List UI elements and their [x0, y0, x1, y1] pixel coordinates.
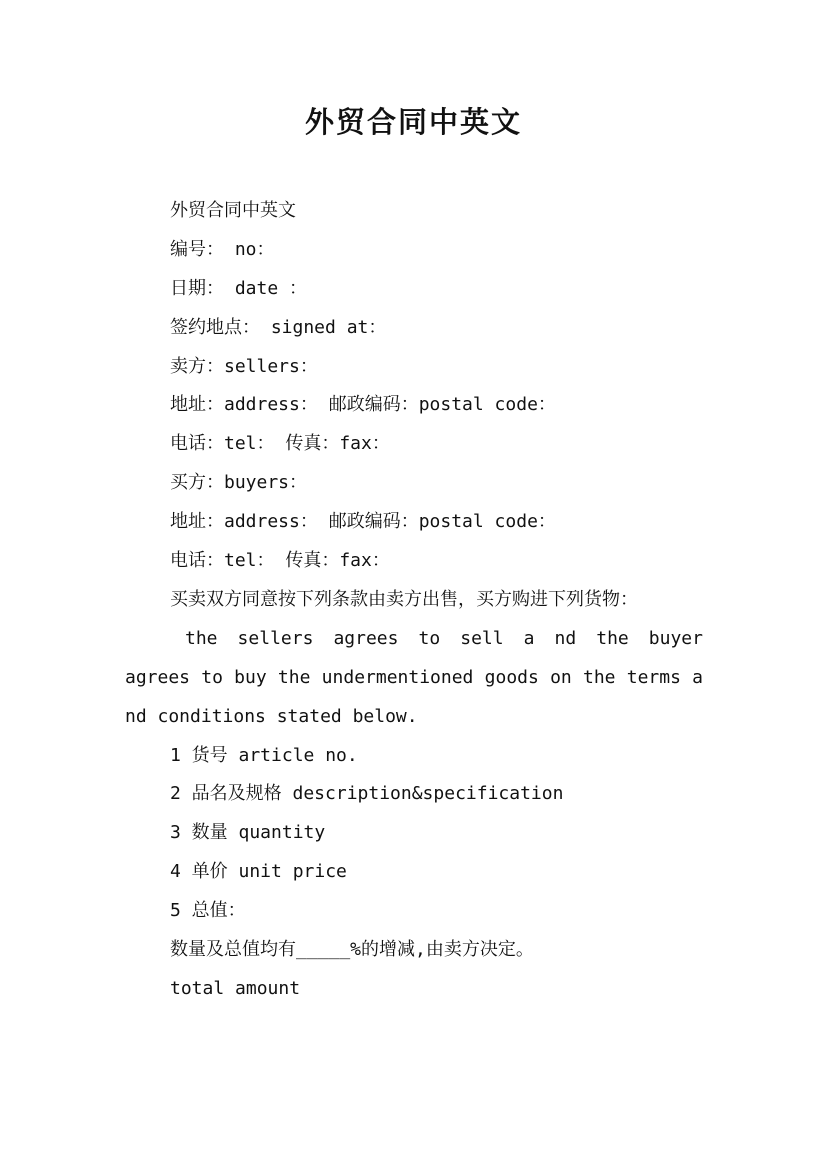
total-amount-line: total amount: [170, 977, 301, 999]
seller-address-line: 地址：address： 邮政编码：postal code：: [170, 394, 556, 416]
sellers-line: 卖方：sellers：: [170, 355, 318, 377]
item-total-value: 5 总值：: [170, 900, 246, 922]
signing-place-line: 签约地点： signed at：: [170, 316, 387, 338]
agreement-chinese-paragraph: 买卖双方同意按下列条款由卖方出售，买方购进下列货物：: [170, 588, 638, 610]
date-line: 日期： date ：: [170, 277, 308, 299]
page-title: 外贸合同中英文: [304, 105, 522, 139]
seller-tel-line: 电话：tel： 传真：fax：: [170, 433, 390, 455]
buyer-address-line: 地址：address： 邮政编码：postal code：: [170, 511, 556, 533]
item-article-no: 1 货号 article no.: [170, 744, 358, 766]
contract-no-line: 编号： no：: [170, 238, 275, 260]
item-description: 2 品名及规格 description&specification: [170, 783, 564, 805]
variance-clause: 数量及总值均有_____%的增减,由卖方决定。: [170, 938, 534, 960]
item-unit-price: 4 单价 unit price: [170, 861, 347, 883]
document-body: [125, 192, 703, 1009]
doc-heading-line: 外贸合同中英文: [170, 200, 296, 221]
buyer-tel-line: 电话：tel： 传真：fax：: [170, 550, 390, 572]
item-quantity: 3 数量 quantity: [170, 822, 326, 844]
agreement-english-paragraph: the sellers agrees to sell a nd the buyer agrees to buy the undermentioned goods on the terms a nd conditions stated below.: [125, 627, 703, 727]
buyers-line: 买方：buyers：: [170, 472, 308, 494]
